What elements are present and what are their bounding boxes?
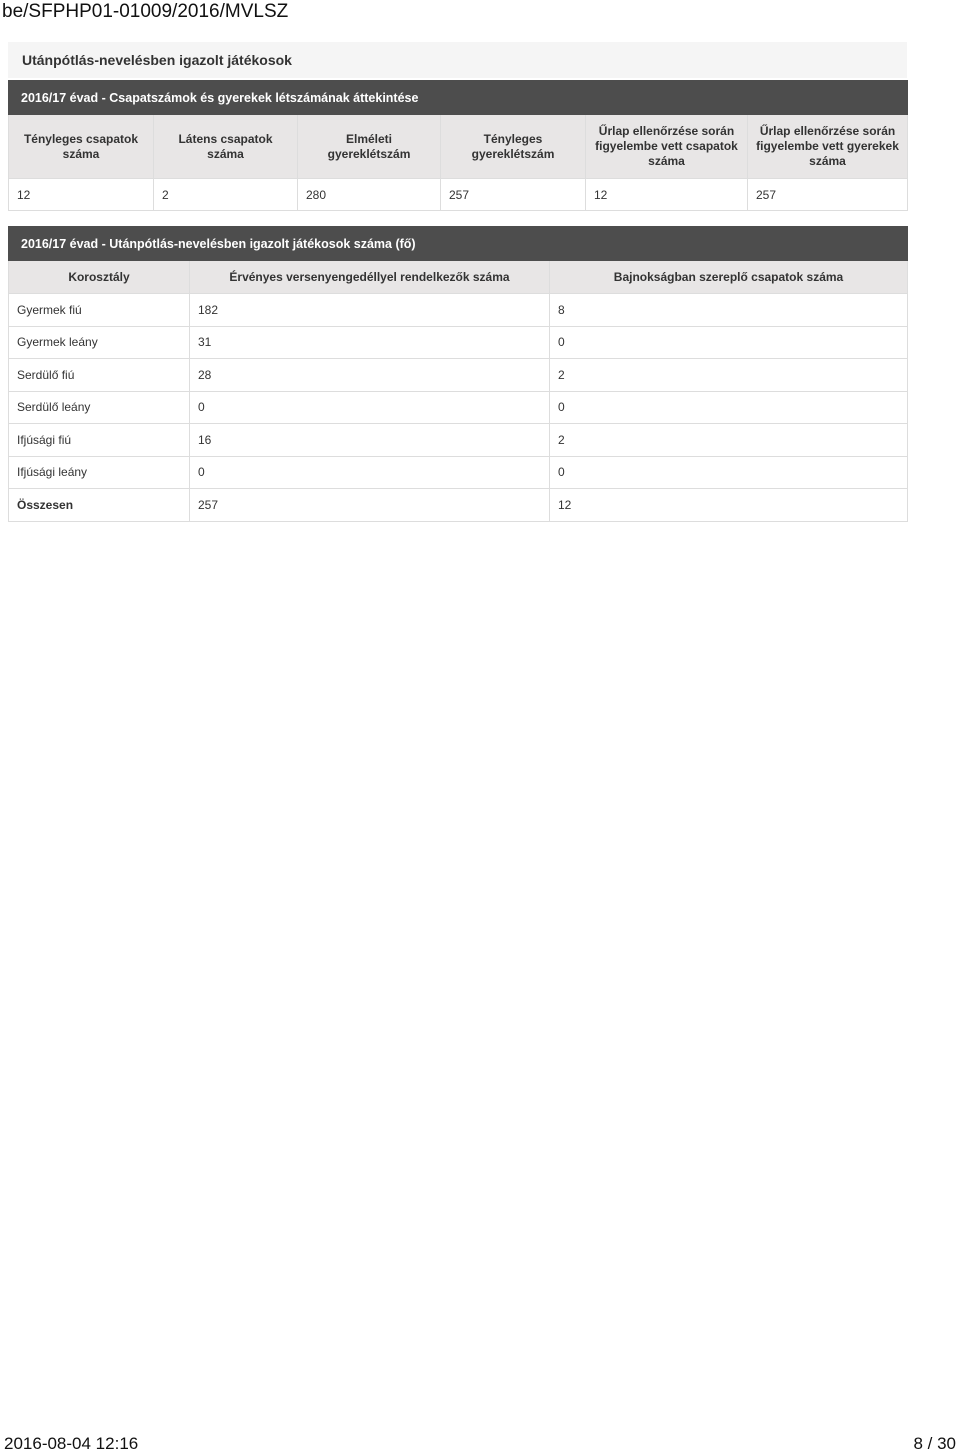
- total-label: Összesen: [9, 489, 190, 522]
- column-header: Elméleti gyereklétszám: [298, 115, 441, 179]
- age-group-cell: Gyermek fiú: [9, 294, 190, 327]
- table-cell: 12: [9, 179, 154, 211]
- section-title: Utánpótlás-nevelésben igazolt játékosok: [8, 42, 907, 78]
- team-overview-table: [8, 80, 908, 211]
- team-count-cell: 0: [550, 456, 908, 489]
- table-row: [9, 359, 908, 392]
- licensed-count-cell: 182: [190, 294, 550, 327]
- licensed-count-cell: 31: [190, 326, 550, 359]
- column-header: Űrlap ellenőrzése során figyelembe vett gyerekek száma: [748, 115, 908, 179]
- column-header: Korosztály: [9, 261, 190, 294]
- table-caption-row: [9, 227, 908, 261]
- table-row: [9, 294, 908, 327]
- age-group-cell: Serdülő leány: [9, 391, 190, 424]
- table-header-row: [9, 115, 908, 179]
- licensed-count-cell: 16: [190, 424, 550, 457]
- age-group-cell: Ifjúsági leány: [9, 456, 190, 489]
- team-count-cell: 2: [550, 424, 908, 457]
- table-cell: 257: [441, 179, 586, 211]
- age-group-cell: Ifjúsági fiú: [9, 424, 190, 457]
- total-team-count: 12: [550, 489, 908, 522]
- age-group-cell: Serdülő fiú: [9, 359, 190, 392]
- table-row: [9, 326, 908, 359]
- team-count-cell: 2: [550, 359, 908, 392]
- licensed-count-cell: 28: [190, 359, 550, 392]
- column-header: Tényleges csapatok száma: [9, 115, 154, 179]
- total-row: [9, 489, 908, 522]
- footer-timestamp: 2016-08-04 12:16: [4, 1434, 139, 1453]
- licensed-count-cell: 0: [190, 456, 550, 489]
- table-header-row: [9, 261, 908, 294]
- total-licensed-count: 257: [190, 489, 550, 522]
- team-count-cell: 0: [550, 391, 908, 424]
- team-count-cell: 0: [550, 326, 908, 359]
- team-count-cell: 8: [550, 294, 908, 327]
- players-table: [8, 226, 908, 522]
- table-cell: 2: [154, 179, 298, 211]
- column-header: Bajnokságban szereplő csapatok száma: [550, 261, 908, 294]
- table-row: [9, 179, 908, 211]
- column-header: Űrlap ellenőrzése során figyelembe vett csapatok száma: [586, 115, 748, 179]
- table-row: [9, 424, 908, 457]
- table-caption-row: [9, 81, 908, 115]
- table-row: [9, 391, 908, 424]
- footer-page-number: 8 / 30: [913, 1434, 956, 1453]
- age-group-cell: Gyermek leány: [9, 326, 190, 359]
- table-cell: 280: [298, 179, 441, 211]
- column-header: Látens csapatok száma: [154, 115, 298, 179]
- column-header: Érvényes versenyengedéllyel rendelkezők száma: [190, 261, 550, 294]
- licensed-count-cell: 0: [190, 391, 550, 424]
- table-caption: 2016/17 évad - Utánpótlás-nevelésben igazolt játékosok száma (fő): [9, 227, 908, 261]
- table-cell: 12: [586, 179, 748, 211]
- document-id: be/SFPHP01-01009/2016/MVLSZ: [2, 1, 289, 22]
- column-header: Tényleges gyereklétszám: [441, 115, 586, 179]
- table-caption: 2016/17 évad - Csapatszámok és gyerekek létszámának áttekintése: [9, 81, 908, 115]
- table-row: [9, 456, 908, 489]
- table-cell: 257: [748, 179, 908, 211]
